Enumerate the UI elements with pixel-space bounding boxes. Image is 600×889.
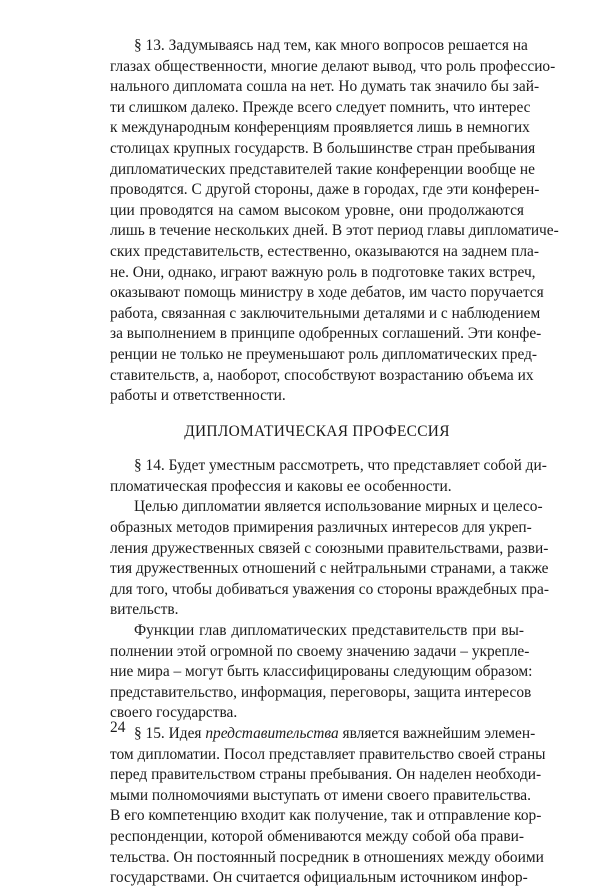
paragraph-functions (110, 621, 533, 724)
text-line: вительств. (110, 601, 179, 619)
text-line: ции проводятся на самом высоком уровне, они продолжаются (110, 201, 524, 219)
text-line: образных методов примирения различных интересов для укреп- (110, 519, 532, 537)
text-line: за выполнением в принципе одобренных соглашений. Эти конфе- (110, 325, 542, 343)
text-line: В его компетенцию входит как получение, так и отправление кор- (110, 807, 542, 825)
text-line: государствами. Он считается официальным источником инфор- (110, 869, 528, 887)
text-line: оказывают помощь министру в ходе дебатов, им часто поручается (110, 284, 544, 302)
text-line: глазах общественности, многие делают вывод, что роль профессио- (110, 57, 556, 75)
text-line: том дипломатии. Посол представляет правительство своей страны (110, 745, 546, 763)
text-line: работы и ответственности. (110, 387, 286, 405)
paragraph-diplomacy-goal (110, 497, 549, 621)
section-heading: ДИПЛОМАТИЧЕСКАЯ ПРОФЕССИЯ (184, 422, 450, 440)
text-line (110, 724, 536, 745)
text-line: ления дружественных связей с союзными правительствами, разви- (110, 539, 549, 557)
text-line: респонденции, которой обмениваются между собой оба прави- (110, 827, 524, 845)
text-line: тельства. Он постоянный посредник в отношениях между обоими (110, 848, 544, 866)
paragraph-section-14 (110, 456, 547, 497)
text-line: для того, чтобы добиваться уважения со стороны враждебных пра- (110, 580, 549, 598)
page-number: 24 (110, 719, 126, 736)
text-line: ти слишком далеко. Прежде всего следует помнить, что интерес (110, 98, 531, 116)
text-line: ских представительств, естественно, оказываются на заднем пла- (110, 242, 539, 260)
text-line: мыми полномочиями выступать от имени своего правительства. (110, 786, 531, 804)
text-line: тия дружественных отношений с нейтральными странами, а также (110, 560, 549, 578)
text-line: Целью дипломатии является использование мирных и целесо- (134, 498, 543, 516)
text-line: перед правительством страны пребывания. Он наделен необходи- (110, 766, 542, 784)
text-line: Функции глав дипломатических представительств при вы- (134, 622, 524, 640)
text-line: ренции не только не преуменьшают роль дипломатических пред- (110, 345, 538, 363)
text-line: работа, связанная с заключительными деталями и с наблюдением (110, 304, 541, 322)
text-line: ние мира – могут быть классифицированы следующим образом: (110, 663, 533, 681)
text-fragment: является важнейшим элемен- (338, 725, 536, 742)
text-line: к международным конференциям проявляется лишь в немногих (110, 119, 530, 137)
paragraph-section-13 (110, 36, 559, 407)
paragraph-section-15 (110, 724, 546, 889)
page-body (110, 36, 559, 889)
emphasized-term: представительства (205, 725, 339, 742)
text-line: нального дипломата сошла на нет. Но думать так значило бы зай- (110, 78, 540, 96)
text-line: пломатическая профессия и каковы ее особенности. (110, 477, 452, 495)
text-line: дипломатических представителей такие конференции вообще не (110, 160, 535, 178)
text-line: § 13. Задумываясь над тем, как много вопросов решается на (134, 37, 528, 54)
text-line: проводятся. С другой стороны, даже в городах, где эти конферен- (110, 181, 540, 199)
text-line: столицах крупных государств. В большинстве стран пребывания (110, 139, 536, 157)
text-line: полнении этой огромной по своему значению задачи – укрепле- (110, 642, 530, 660)
text-line: ставительств, а, наоборот, способствуют возрастанию объема их (110, 366, 534, 384)
text-fragment: § 15. Идея (134, 725, 206, 742)
text-line: не. Они, однако, играют важную роль в подготовке таких встреч, (110, 263, 536, 281)
text-line: лишь в течение нескольких дней. В этот период главы дипломатиче- (110, 222, 559, 240)
text-line: § 14. Будет уместным рассмотреть, что представляет собой ди- (134, 457, 547, 475)
text-line: своего государства. (110, 704, 238, 722)
text-line: представительство, информация, переговоры, защита интересов (110, 683, 532, 701)
